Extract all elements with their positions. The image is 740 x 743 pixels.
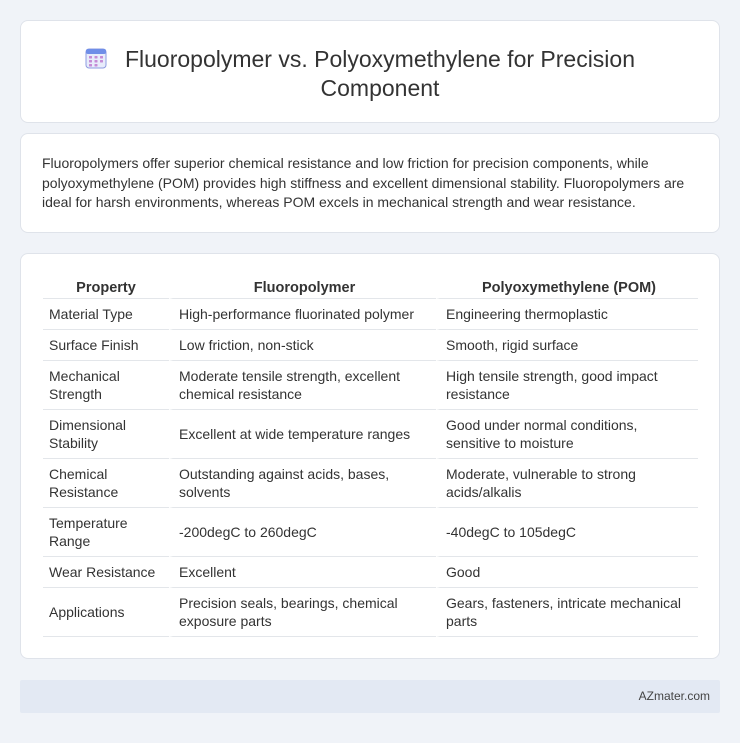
table-row bbox=[43, 410, 698, 459]
column-header-property: Property bbox=[43, 274, 169, 299]
property-cell: Surface Finish bbox=[43, 330, 169, 361]
property-cell: Chemical Resistance bbox=[43, 459, 169, 508]
column-header-fluoropolymer: Fluoropolymer bbox=[169, 274, 436, 299]
fluoropolymer-cell: High-performance fluorinated polymer bbox=[169, 299, 436, 330]
footer-brand[interactable]: AZmater.com bbox=[638, 689, 710, 703]
table-row bbox=[43, 361, 698, 410]
pom-cell: Good bbox=[436, 557, 698, 588]
property-cell: Mechanical Strength bbox=[43, 361, 169, 410]
comparison-table-card bbox=[20, 253, 720, 659]
table-row bbox=[43, 299, 698, 330]
property-cell: Applications bbox=[43, 588, 169, 637]
summary-text: Fluoropolymers offer superior chemical resistance and low friction for precision components, while polyoxymethylene (POM) provides high stiffness and excellent dimensional stability. Fluoropolymers are ideal for harsh environments, whereas POM excels in mechanical strength and wear resistance. bbox=[42, 155, 685, 210]
property-cell: Material Type bbox=[43, 299, 169, 330]
pom-cell: Good under normal conditions, sensitive to moisture bbox=[436, 410, 698, 459]
fluoropolymer-cell: Excellent bbox=[169, 557, 436, 588]
title-card bbox=[20, 20, 720, 123]
footer-bar bbox=[20, 680, 720, 713]
comparison-table bbox=[43, 274, 698, 637]
pom-cell: Gears, fasteners, intricate mechanical parts bbox=[436, 588, 698, 637]
page-title: Fluoropolymer vs. Polyoxymethylene for Precision Component bbox=[124, 46, 636, 101]
summary-card bbox=[20, 133, 720, 233]
pom-cell: Moderate, vulnerable to strong acids/alkalis bbox=[436, 459, 698, 508]
fluoropolymer-cell: Precision seals, bearings, chemical exposure parts bbox=[169, 588, 436, 637]
table-row bbox=[43, 508, 698, 557]
fluoropolymer-cell: -200degC to 260degC bbox=[169, 508, 436, 557]
property-cell: Dimensional Stability bbox=[43, 410, 169, 459]
fluoropolymer-cell: Moderate tensile strength, excellent chemical resistance bbox=[169, 361, 436, 410]
table-row bbox=[43, 588, 698, 637]
property-cell: Temperature Range bbox=[43, 508, 169, 557]
fluoropolymer-cell: Low friction, non-stick bbox=[169, 330, 436, 361]
pom-cell: High tensile strength, good impact resistance bbox=[436, 361, 698, 410]
table-row bbox=[43, 557, 698, 588]
fluoropolymer-cell: Excellent at wide temperature ranges bbox=[169, 410, 436, 459]
column-header-pom: Polyoxymethylene (POM) bbox=[436, 274, 698, 299]
table-row bbox=[43, 459, 698, 508]
fluoropolymer-cell: Outstanding against acids, bases, solvents bbox=[169, 459, 436, 508]
pom-cell: Engineering thermoplastic bbox=[436, 299, 698, 330]
property-cell: Wear Resistance bbox=[43, 557, 169, 588]
pom-cell: Smooth, rigid surface bbox=[436, 330, 698, 361]
table-row bbox=[43, 330, 698, 361]
table-header-row bbox=[43, 274, 698, 299]
pom-cell: -40degC to 105degC bbox=[436, 508, 698, 557]
